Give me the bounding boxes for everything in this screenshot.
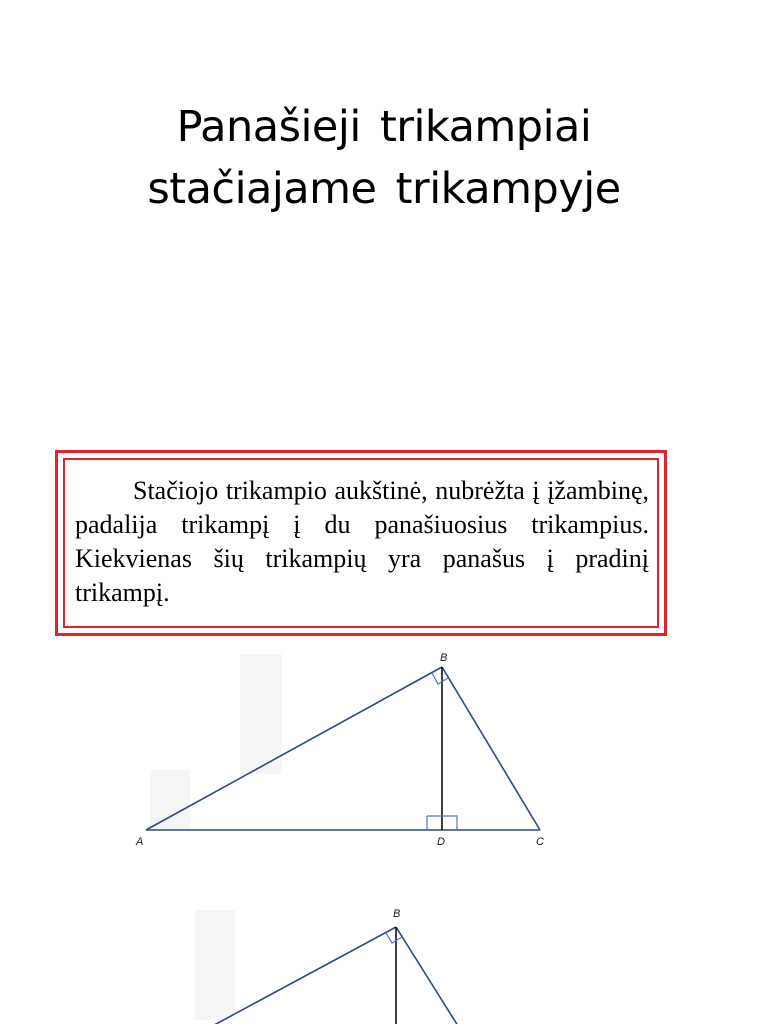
theorem-box [55, 450, 667, 636]
vertex-label-b: B [440, 652, 448, 664]
triangle-diagram-1 [0, 640, 768, 860]
vertex-label-c: C [536, 836, 544, 848]
title-line-2: stačiajame trikampyje [147, 164, 621, 214]
triangle-figure-2 [0, 895, 768, 1024]
scan-shadow [195, 910, 235, 1020]
vertex-label-a: A [136, 836, 144, 848]
title-line-1: Panašieji trikampiai [176, 102, 592, 152]
vertex-label-d: D [437, 836, 445, 848]
scan-shadow [150, 770, 190, 830]
side-bc [442, 667, 540, 830]
scan-shadow [240, 654, 282, 774]
side-ab [140, 927, 396, 1024]
right-angle-marker-b [386, 933, 402, 943]
triangle-figure-1 [0, 640, 768, 860]
theorem-text: Stačiojo trikampio aukštinė, nubrėžta į įžambinę, padalija trikampį į du panašiuosius trikampius. Kiekvienas šių trikampių yra panašus į pradinį trikampį. [63, 458, 659, 628]
page-title [0, 96, 768, 220]
side-bc [396, 927, 470, 1024]
side-ab [146, 667, 442, 830]
right-angle-marker-b [432, 673, 448, 684]
vertex-label-b: B [393, 908, 401, 920]
triangle-diagram-2 [0, 895, 768, 1024]
